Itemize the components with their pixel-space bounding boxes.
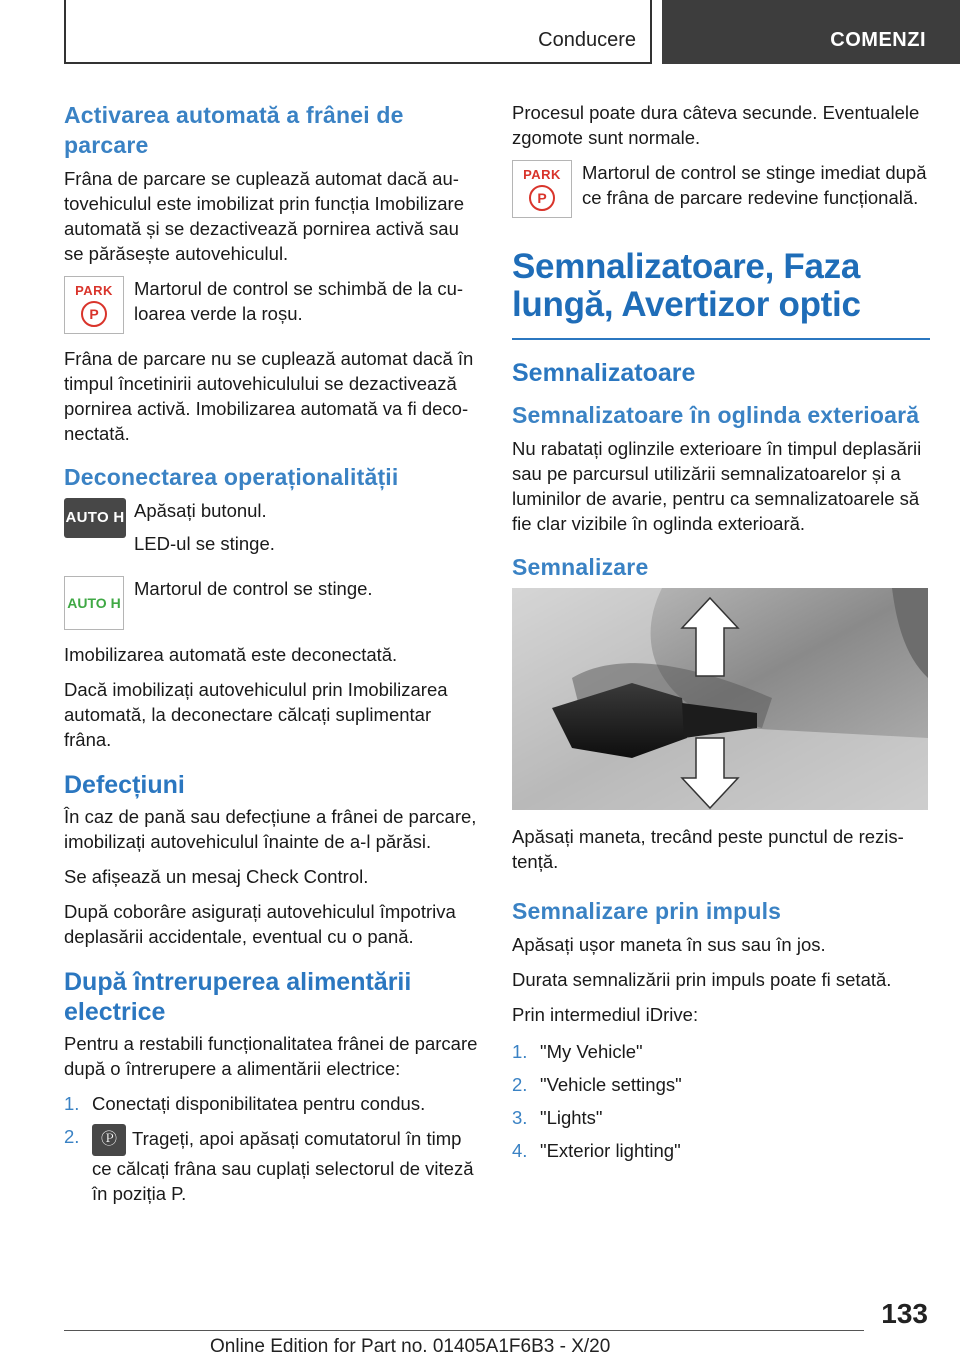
header-chapter-title: COMENZI	[830, 29, 926, 51]
page-number: 133	[881, 1298, 928, 1329]
auto-h-lamp-icon: AUTO H	[64, 576, 124, 630]
list-item: 1. Conectați disponibilitatea pentru condus.	[64, 1093, 426, 1114]
indicator-row	[512, 160, 930, 218]
header-section-box	[64, 0, 652, 64]
heading-faults: Defecțiuni	[64, 771, 185, 799]
instruction-text: LED-ul se stinge.	[134, 533, 275, 554]
list-item: 3. "Lights"	[512, 1107, 603, 1128]
paragraph: Prin intermediul iDrive:	[512, 1004, 699, 1025]
footer-divider	[64, 1330, 864, 1331]
chapter-heading: Semnalizatoare, Faza lungă, Avertizor optic	[512, 247, 861, 324]
lamp-row	[64, 576, 482, 630]
paragraph: Apăsați ușor maneta în sus sau în jos.	[512, 934, 826, 955]
paragraph: Pentru a restabili funcționalitatea frânei de parcare după o întrerupere a alimentării electrice:	[64, 1033, 478, 1079]
heading-turn-signals: Semnalizatoare	[512, 359, 696, 387]
paragraph: Frâna de parcare se cuplează automat dacă autovehiculul este imobilizat prin funcția Imobilizare automată și se dezactivează pornirea activă sau se părăsește autovehiculul.	[64, 168, 464, 264]
paragraph: Frâna de parcare nu se cuplează automat dacă în timpul încetinirii autovehiculului se dezactivează pornirea activă. Imobilizarea automată va fi deconectată.	[64, 348, 474, 444]
header-chapter-box	[662, 0, 960, 64]
indicator-row	[64, 276, 482, 334]
footer-edition: Online Edition for Part no. 01405A1F6B3 - X/20	[210, 1336, 611, 1357]
paragraph: În caz de pană sau defecțiune a frânei de parcare, imobilizați autovehiculul înainte de a-l părăsi.	[64, 806, 477, 852]
paragraph: Apăsați maneta, trecând peste punctul de rezistență.	[512, 826, 904, 872]
header-section-title: Conducere	[538, 29, 636, 51]
steps-list	[64, 1091, 482, 1206]
paragraph: După coborâre asigurați autovehiculul împotriva deplasării accidentale, eventual cu o pană.	[64, 901, 456, 947]
list-item: 4. "Exterior lighting"	[512, 1140, 681, 1161]
paragraph: Durata semnalizării prin impuls poate fi setată.	[512, 969, 892, 990]
instruction-text: Apăsați butonul.	[134, 500, 267, 521]
button-row	[64, 498, 482, 564]
park-indicator-icon: PARK P	[512, 160, 572, 218]
auto-h-button-icon: AUTO H	[64, 498, 126, 538]
turn-signal-lever-photo	[512, 588, 928, 810]
heading-mirror-signals: Semnalizatoare în oglinda exterioară	[512, 402, 920, 428]
heading-deactivation: Deconectarea operaționalității	[64, 464, 399, 490]
list-item: 1. "My Vehicle"	[512, 1041, 643, 1062]
left-column	[64, 100, 482, 1214]
indicator-text: Martorul de control se schimbă de la culoarea verde la roșu.	[134, 278, 464, 324]
heading-divider	[512, 338, 930, 340]
indicator-text: Martorul de control se stinge imediat după ce frâna de parcare redevine funcțională.	[582, 162, 927, 208]
paragraph: Imobilizarea automată este deconectată.	[64, 644, 398, 665]
paragraph: Nu rabatați oglinzile exterioare în timpul deplasării sau pe parcursul utilizării semnalizatoarelor și a luminilor de avarie, pentru ca semnalizatoarele să fie clar vizibile în oglinda exterioară.	[512, 438, 922, 534]
list-item: 2. "Vehicle settings"	[512, 1074, 682, 1095]
idrive-steps-list	[512, 1039, 930, 1163]
heading-after-power-loss: După întreruperea alimentării electrice	[64, 968, 412, 1026]
right-column	[512, 100, 930, 1171]
list-item: 2. Ⓟ Trageți, apoi apăsați comutatorul în timp ce călcați frâna sau cuplați selectorul de viteză în poziția P.	[64, 1126, 474, 1204]
heading-signaling: Semnalizare	[512, 554, 649, 580]
heading-auto-parking-brake: Activarea automată a frânei de parcare	[64, 102, 404, 158]
parking-brake-switch-icon: Ⓟ	[92, 1124, 126, 1156]
paragraph: Procesul poate dura câteva secunde. Eventualele zgomote sunt normale.	[512, 102, 920, 148]
heading-impulse-signaling: Semnalizare prin impuls	[512, 898, 782, 924]
park-indicator-icon: PARK P	[64, 276, 124, 334]
paragraph: Dacă imobilizați autovehiculul prin Imobilizarea automată, la deconectare călcați suplimentar frâna.	[64, 679, 448, 750]
lamp-text: Martorul de control se stinge.	[134, 578, 373, 599]
paragraph: Se afișează un mesaj Check Control.	[64, 866, 369, 887]
